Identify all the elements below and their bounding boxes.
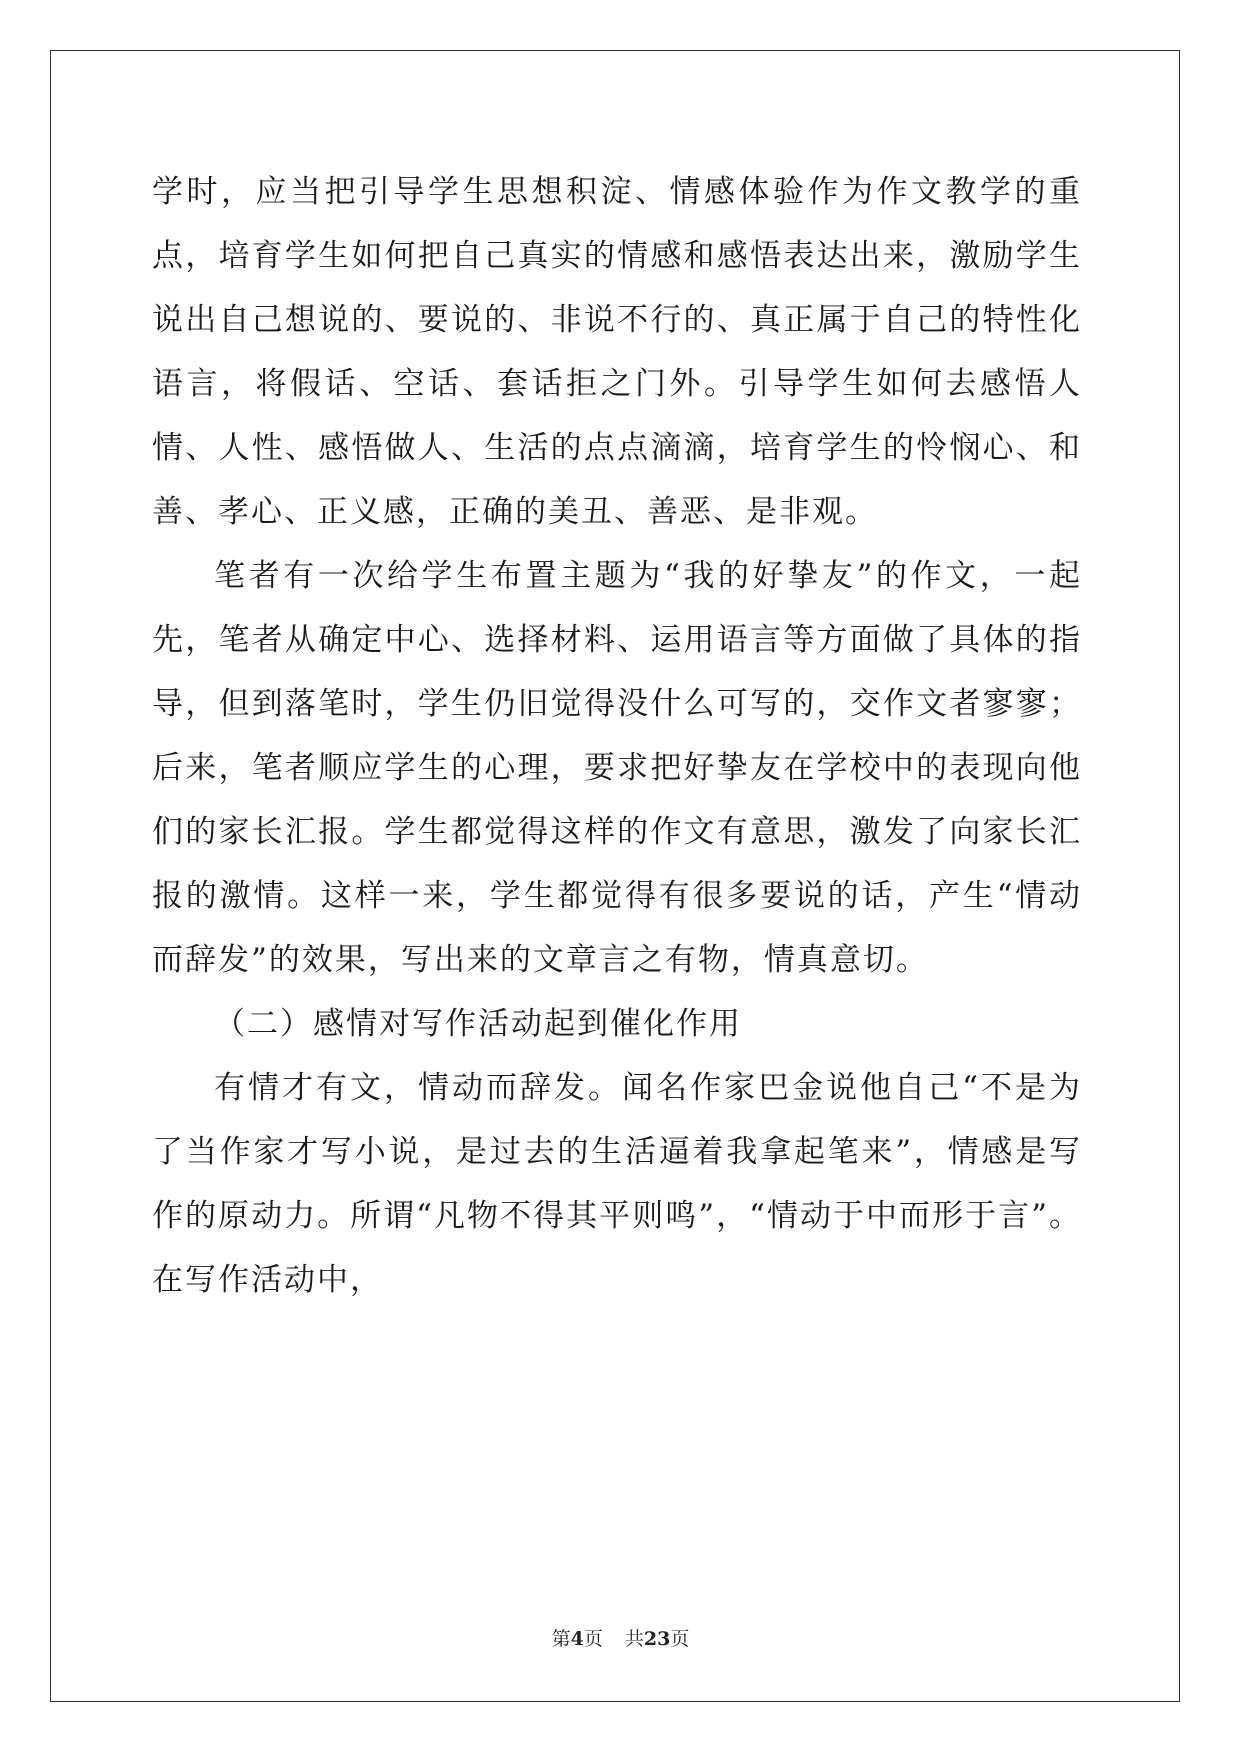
document-body xyxy=(152,160,1082,1312)
page-footer xyxy=(0,1624,1241,1651)
current-page-number: 4 xyxy=(570,1628,584,1650)
footer-total-prefix: 共 xyxy=(624,1628,644,1650)
section-heading: （二）感情对写作活动起到催化作用 xyxy=(214,1006,742,1042)
total-pages-number: 23 xyxy=(643,1628,671,1650)
paragraph-3: 有情才有文，情动而辞发。闻名作家巴金说他自己“不是为了当作家才写小说，是过去的生活逼着我拿起笔来”，情感是写作的原动力。所谓“凡物不得其平则鸣”，“情动于中而形于言”。在写作活动中， xyxy=(152,1070,1082,1298)
footer-total-unit: 页 xyxy=(670,1628,690,1650)
paragraph-2: 笔者有一次给学生布置主题为“我的好挚友”的作文，一起先，笔者从确定中心、选择材料、运用语言等方面做了具体的指导，但到落笔时，学生仍旧觉得没什么可写的，交作文者寥寥；后来，笔者顺应学生的心理，要求把好挚友在学校中的表现向他们的家长汇报。学生都觉得这样的作文有意思，激发了向家长汇报的激情。这样一来，学生都觉得有很多要说的话，产生“情动而辞发”的效果，写出来的文章言之有物，情真意切。 xyxy=(152,558,1082,978)
paragraph-1: 学时，应当把引导学生思想积淀、情感体验作为作文教学的重点，培育学生如何把自己真实的情感和感悟表达出来，激励学生说出自己想说的、要说的、非说不行的、真正属于自己的特性化语言，将假话、空话、套话拒之门外。引导学生如何去感悟人情、人性、感悟做人、生活的点点滴滴，培育学生的怜悯心、和善、孝心、正义感，正确的美丑、善恶、是非观。 xyxy=(152,174,1082,530)
footer-page-unit: 页 xyxy=(583,1628,603,1650)
footer-prefix: 第 xyxy=(551,1628,571,1650)
